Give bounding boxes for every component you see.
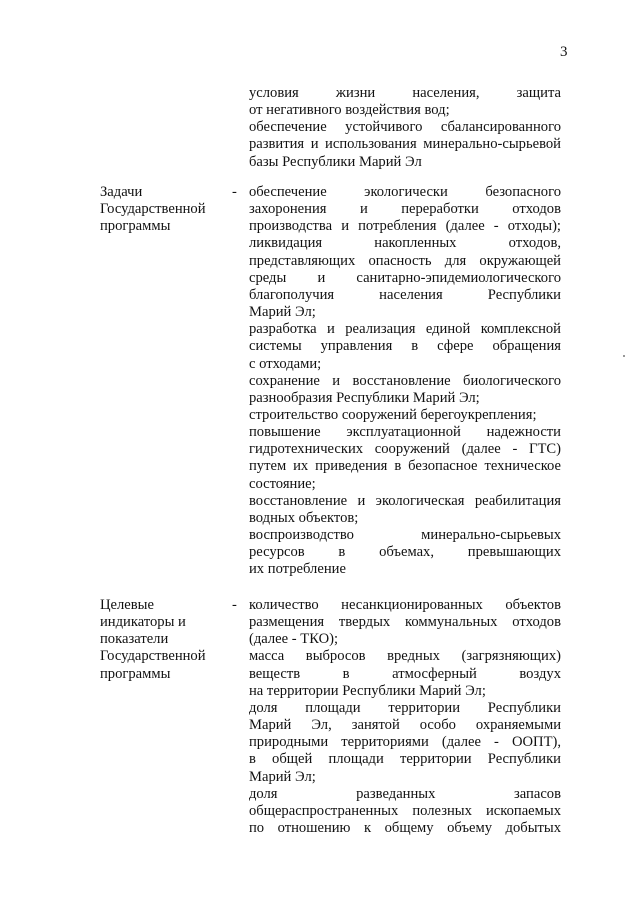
text-line: восстановление и экологическая реабилитация (249, 492, 561, 509)
text-line: количество несанкционированных объектов (249, 597, 561, 613)
section-label-line: индикаторы и (100, 614, 186, 631)
text-line: доля площади территории Республики (249, 699, 561, 716)
text-line: сохранение и восстановление биологического (249, 372, 561, 389)
text-line: Марий Эл, занятой особо охраняемыми (249, 717, 561, 734)
text-line: представляющих опасность для окружающей (249, 252, 561, 269)
text-line: ресурсов в объемах, превышающих (249, 544, 561, 561)
text-line: общераспространенных полезных ископаемых (249, 802, 561, 819)
text-line: от негативного воздействия вод; (249, 102, 450, 119)
section-label-line: Задачи (100, 184, 143, 200)
text-line: системы управления в сфере обращения (249, 338, 561, 355)
text-line: захоронения и переработки отходов (249, 201, 561, 218)
text-line: разработка и реализация единой комплексной (249, 321, 561, 338)
text-line: обеспечение устойчивого сбалансированного (249, 119, 561, 136)
text-line: производства и потребления (далее - отходы); (249, 218, 561, 235)
scan-speck (623, 355, 625, 357)
text-line: доля разведанных запасов (249, 785, 561, 802)
text-line: Марий Эл; (249, 768, 316, 785)
section-label-line: программы (100, 218, 171, 235)
section-dash: - (232, 184, 237, 200)
text-line: среды и санитарно-эпидемиологического (249, 269, 561, 286)
text-line: на территории Республики Марий Эл; (249, 682, 486, 699)
text-line: веществ в атмосферный воздух (249, 665, 561, 682)
text-line: путем их приведения в безопасное техническое (249, 458, 561, 475)
text-line: воспроизводство минерально-сырьевых (249, 527, 561, 543)
text-line: по отношению к общему объему добытых (249, 819, 561, 836)
text-line: состояние; (249, 475, 316, 492)
text-line: ликвидация накопленных отходов, (249, 235, 561, 252)
text-line: природными территориями (далее - ООПТ), (249, 734, 561, 751)
text-line: благополучия населения Республики (249, 286, 561, 303)
text-line: обеспечение экологически безопасного (249, 184, 561, 200)
section-label-line: Государственной (100, 201, 206, 218)
text-line: их потребление (249, 561, 346, 578)
text-line: разнообразия Республики Марий Эл; (249, 389, 480, 406)
section-dash: - (232, 597, 237, 613)
text-line: с отходами; (249, 355, 322, 372)
section-label-line: Целевые (100, 597, 154, 613)
text-line: масса выбросов вредных (загрязняющих) (249, 648, 561, 665)
page-number: 3 (560, 44, 568, 60)
text-line: (далее - ТКО); (249, 631, 339, 648)
text-line: размещения твердых коммунальных отходов (249, 614, 561, 631)
text-line: повышение эксплуатационной надежности (249, 424, 561, 441)
section-label-line: программы (100, 665, 171, 682)
section-label-line: показатели (100, 631, 169, 648)
text-line: условия жизни населения, защита (249, 85, 561, 101)
text-line: гидротехнических сооружений (далее - ГТС) (249, 441, 561, 458)
section-label-line: Государственной (100, 648, 206, 665)
text-line: водных объектов; (249, 509, 359, 526)
text-line: Марий Эл; (249, 304, 316, 321)
text-line: в общей площади территории Республики (249, 751, 561, 768)
text-line: строительство сооружений берегоукрепления; (249, 406, 537, 423)
text-line: базы Республики Марий Эл (249, 153, 422, 170)
text-line: развития и использования минерально-сырьевой (249, 136, 561, 153)
